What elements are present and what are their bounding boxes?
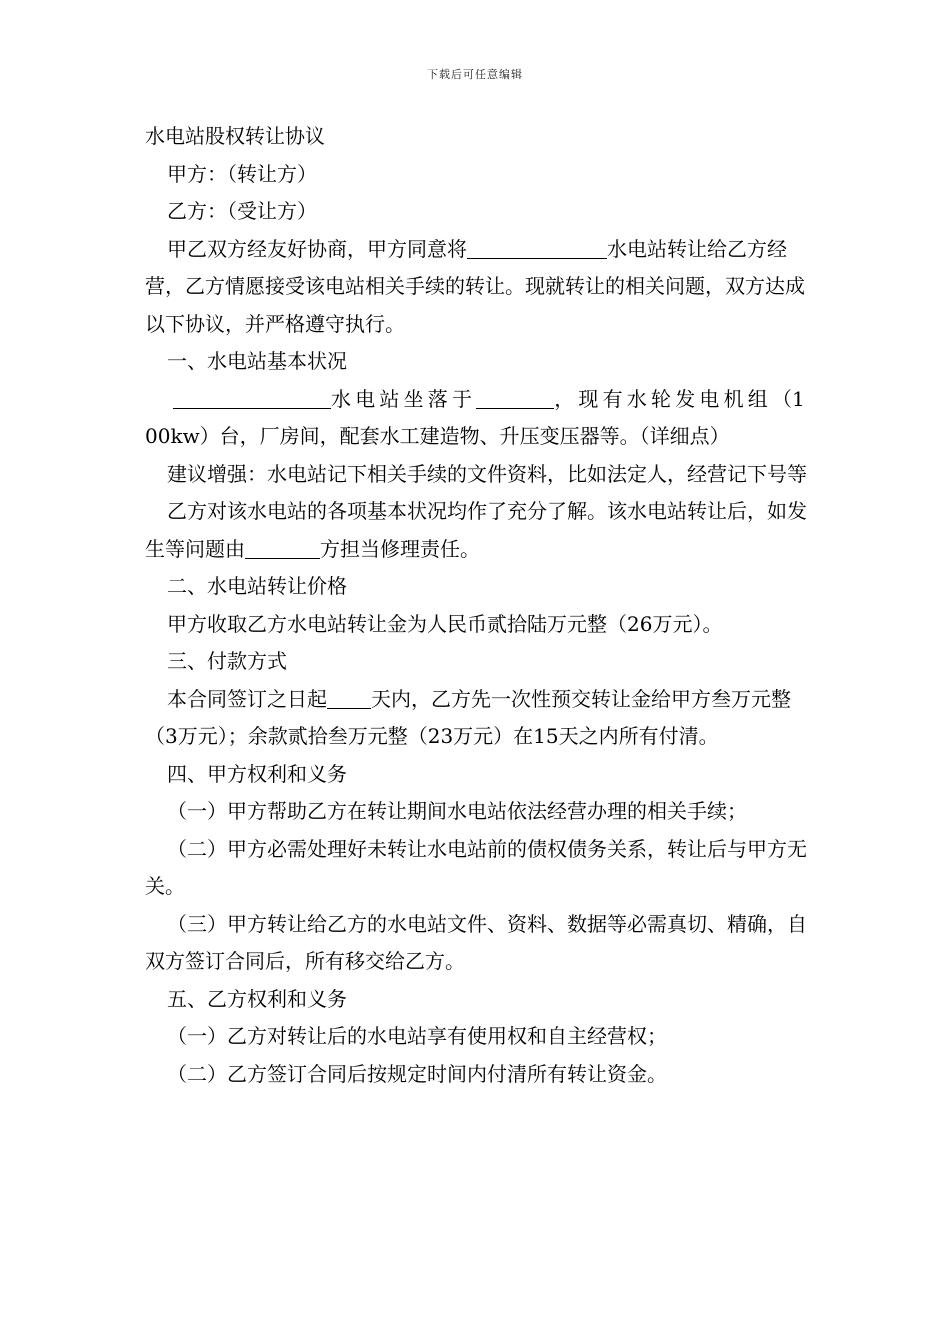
section1-heading: 一、水电站基本状况 (167, 349, 347, 373)
document-body (145, 118, 807, 1093)
section4-heading: 四、甲方权利和义务 (167, 761, 347, 786)
party-b-item-1: （一）乙方对转让后的水电站享有使用权和自主经营权； (167, 1024, 667, 1048)
party-a-item-2: （二）甲方必需处理好未转让水电站前的债权债务关系，转让后与甲方无关。 (145, 836, 807, 898)
station-name-blank-2[interactable] (173, 386, 331, 409)
payment-text-1: 本合同签订之日起 (167, 686, 327, 711)
intro-text-2: 水电站转让给乙方经营，乙方情愿接受该电站相关手续的转让。现就转让的相关问题，双方达成以下协议，并严格遵守执行。 (145, 236, 805, 336)
status-text-1: 乙方对该水电站的各项基本状况均作了充分了解。该水电站转让后，如发生等问题由 (145, 499, 807, 561)
suggestion-paragraph: 建议增强：水电站记下相关手续的文件资料，比如法定人，经营记下号等 (167, 461, 807, 486)
payment-text-2: 天内，乙方先一次性预交转让金给甲方叁万元整（3万元）；余款贰拾叁万元整（23万元）在15天之内所有付清。 (145, 686, 791, 748)
status-paragraph (145, 493, 807, 568)
payment-paragraph (145, 681, 807, 756)
location-text-2: ，现有水轮发电机组 (554, 386, 773, 411)
intro-text-1: 甲乙双方经友好协商，甲方同意将 (167, 236, 467, 261)
party-b-line: 乙方：（受让方） (167, 199, 317, 223)
days-blank[interactable] (327, 686, 371, 709)
location-text-1: 水电站坐落于 (331, 386, 477, 411)
document-title: 水电站股权转让协议 (145, 124, 325, 148)
status-text-2: 方担当修理责任。 (320, 536, 480, 561)
price-paragraph: 甲方收取乙方水电站转让金为人民币贰拾陆万元整（26万元）。 (167, 611, 723, 636)
station-name-blank[interactable] (467, 236, 607, 259)
section3-heading: 三、付款方式 (167, 649, 287, 673)
location-blank[interactable] (476, 386, 554, 409)
section2-heading: 二、水电站转让价格 (167, 574, 347, 598)
party-a-item-3: （三）甲方转让给乙方的水电站文件、资料、数据等必需真切、精确，自双方签订合同后，所有移交给乙方。 (145, 911, 807, 973)
intro-paragraph (145, 231, 807, 344)
header-note: 下载后可任意编辑 (427, 68, 523, 81)
party-a-item-1: （一）甲方帮助乙方在转让期间水电站依法经营办理的相关手续； (167, 799, 747, 823)
party-b-item-2: （二）乙方签订合同后按规定时间内付清所有转让资金。 (167, 1061, 667, 1086)
responsible-party-blank[interactable] (245, 536, 320, 559)
party-a-line: 甲方：（转让方） (167, 161, 317, 186)
location-paragraph (145, 381, 807, 456)
section5-heading: 五、乙方权利和义务 (167, 986, 347, 1011)
location-text-3: （100kw）台，厂房间，配套水工建造物、升压变压器等。（详细点） (145, 386, 805, 448)
